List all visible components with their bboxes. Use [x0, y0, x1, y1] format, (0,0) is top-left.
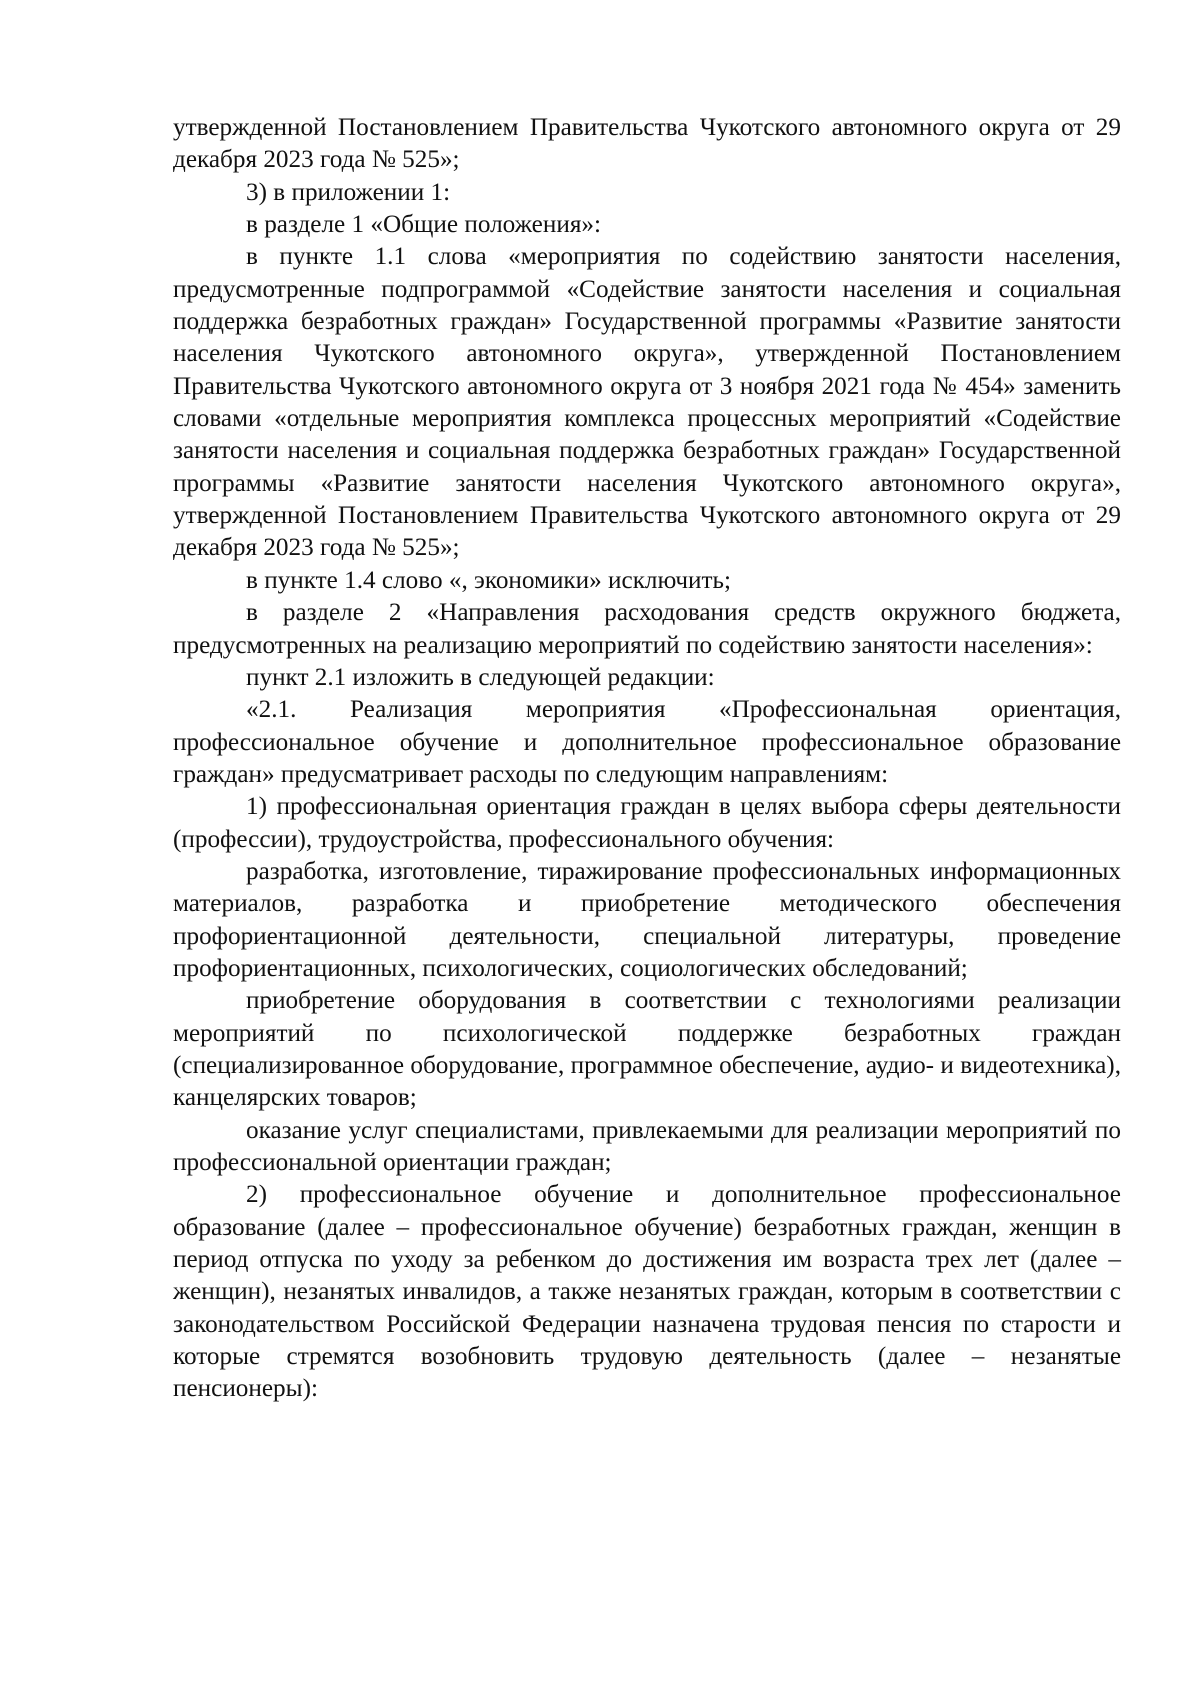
paragraph-section-2: в разделе 2 «Направления расходования средств окружного бюджета, предусмотренных на реализацию мероприятий по содействию занятости населения»:	[173, 599, 1121, 659]
paragraph-point-2-1-intro: пункт 2.1 изложить в следующей редакции:	[246, 663, 715, 691]
document-body	[173, 112, 1121, 1406]
paragraph-point-1-1: в пункте 1.1 слова «мероприятия по содействию занятости населения, предусмотренные подпрограммой «Содействие занятости населения и социальная поддержка безработных граждан» Государственной программы «Развитие занятости населения Чукотского автономного округа», утвержденной Постановлением Правительства Чукотского автономного округа от 3 ноября 2021 года № 454» заменить словами «отдельные мероприятия комплекса процессных мероприятий «Содействие занятости населения и социальная поддержка безработных граждан» Государственной программы «Развитие занятости населения Чукотского автономного округа», утвержденной Постановлением Правительства Чукотского автономного округа от 29 декабря 2023 года № 525»;	[173, 243, 1121, 562]
paragraph-item-3: 3) в приложении 1:	[246, 178, 451, 206]
paragraph-equipment: приобретение оборудования в соответствии с технологиями реализации мероприятий по психологической поддержке безработных граждан (специализированное оборудование, программное обеспечение, аудио- и видеотехника), канцелярских товаров;	[173, 987, 1121, 1112]
paragraph-subitem-1: 1) профессиональная ориентация граждан в целях выбора сферы деятельности (профессии), трудоустройства, профессионального обучения:	[173, 793, 1121, 853]
paragraph-point-1-4: в пункте 1.4 слово «, экономики» исключить;	[246, 566, 731, 594]
paragraph-point-2-1: «2.1. Реализация мероприятия «Профессиональная ориентация, профессиональное обучение и дополнительное профессиональное образование граждан» предусматривает расходы по следующим направлениям:	[173, 696, 1121, 788]
paragraph-continuation: утвержденной Постановлением Правительства Чукотского автономного округа от 29 декабря 2023 года № 525»;	[173, 114, 1121, 174]
paragraph-section-1: в разделе 1 «Общие положения»:	[246, 211, 601, 239]
paragraph-services: оказание услуг специалистами, привлекаемыми для реализации мероприятий по профессиональной ориентации граждан;	[173, 1116, 1121, 1176]
paragraph-development: разработка, изготовление, тиражирование профессиональных информационных материалов, разработка и приобретение методического обеспечения профориентационной деятельности, специальной литературы, проведение профориентационных, психологических, социологических обследований;	[173, 857, 1121, 982]
paragraph-subitem-2: 2) профессиональное обучение и дополнительное профессиональное образование (далее – профессиональное обучение) безработных граждан, женщин в период отпуска по уходу за ребенком до достижения им возраста трех лет (далее – женщин), незанятых инвалидов, а также незанятых граждан, которым в соответствии с законодательством Российской Федерации назначена трудовая пенсия по старости и которые стремятся возобновить трудовую деятельность (далее – незанятые пенсионеры):	[173, 1181, 1121, 1403]
